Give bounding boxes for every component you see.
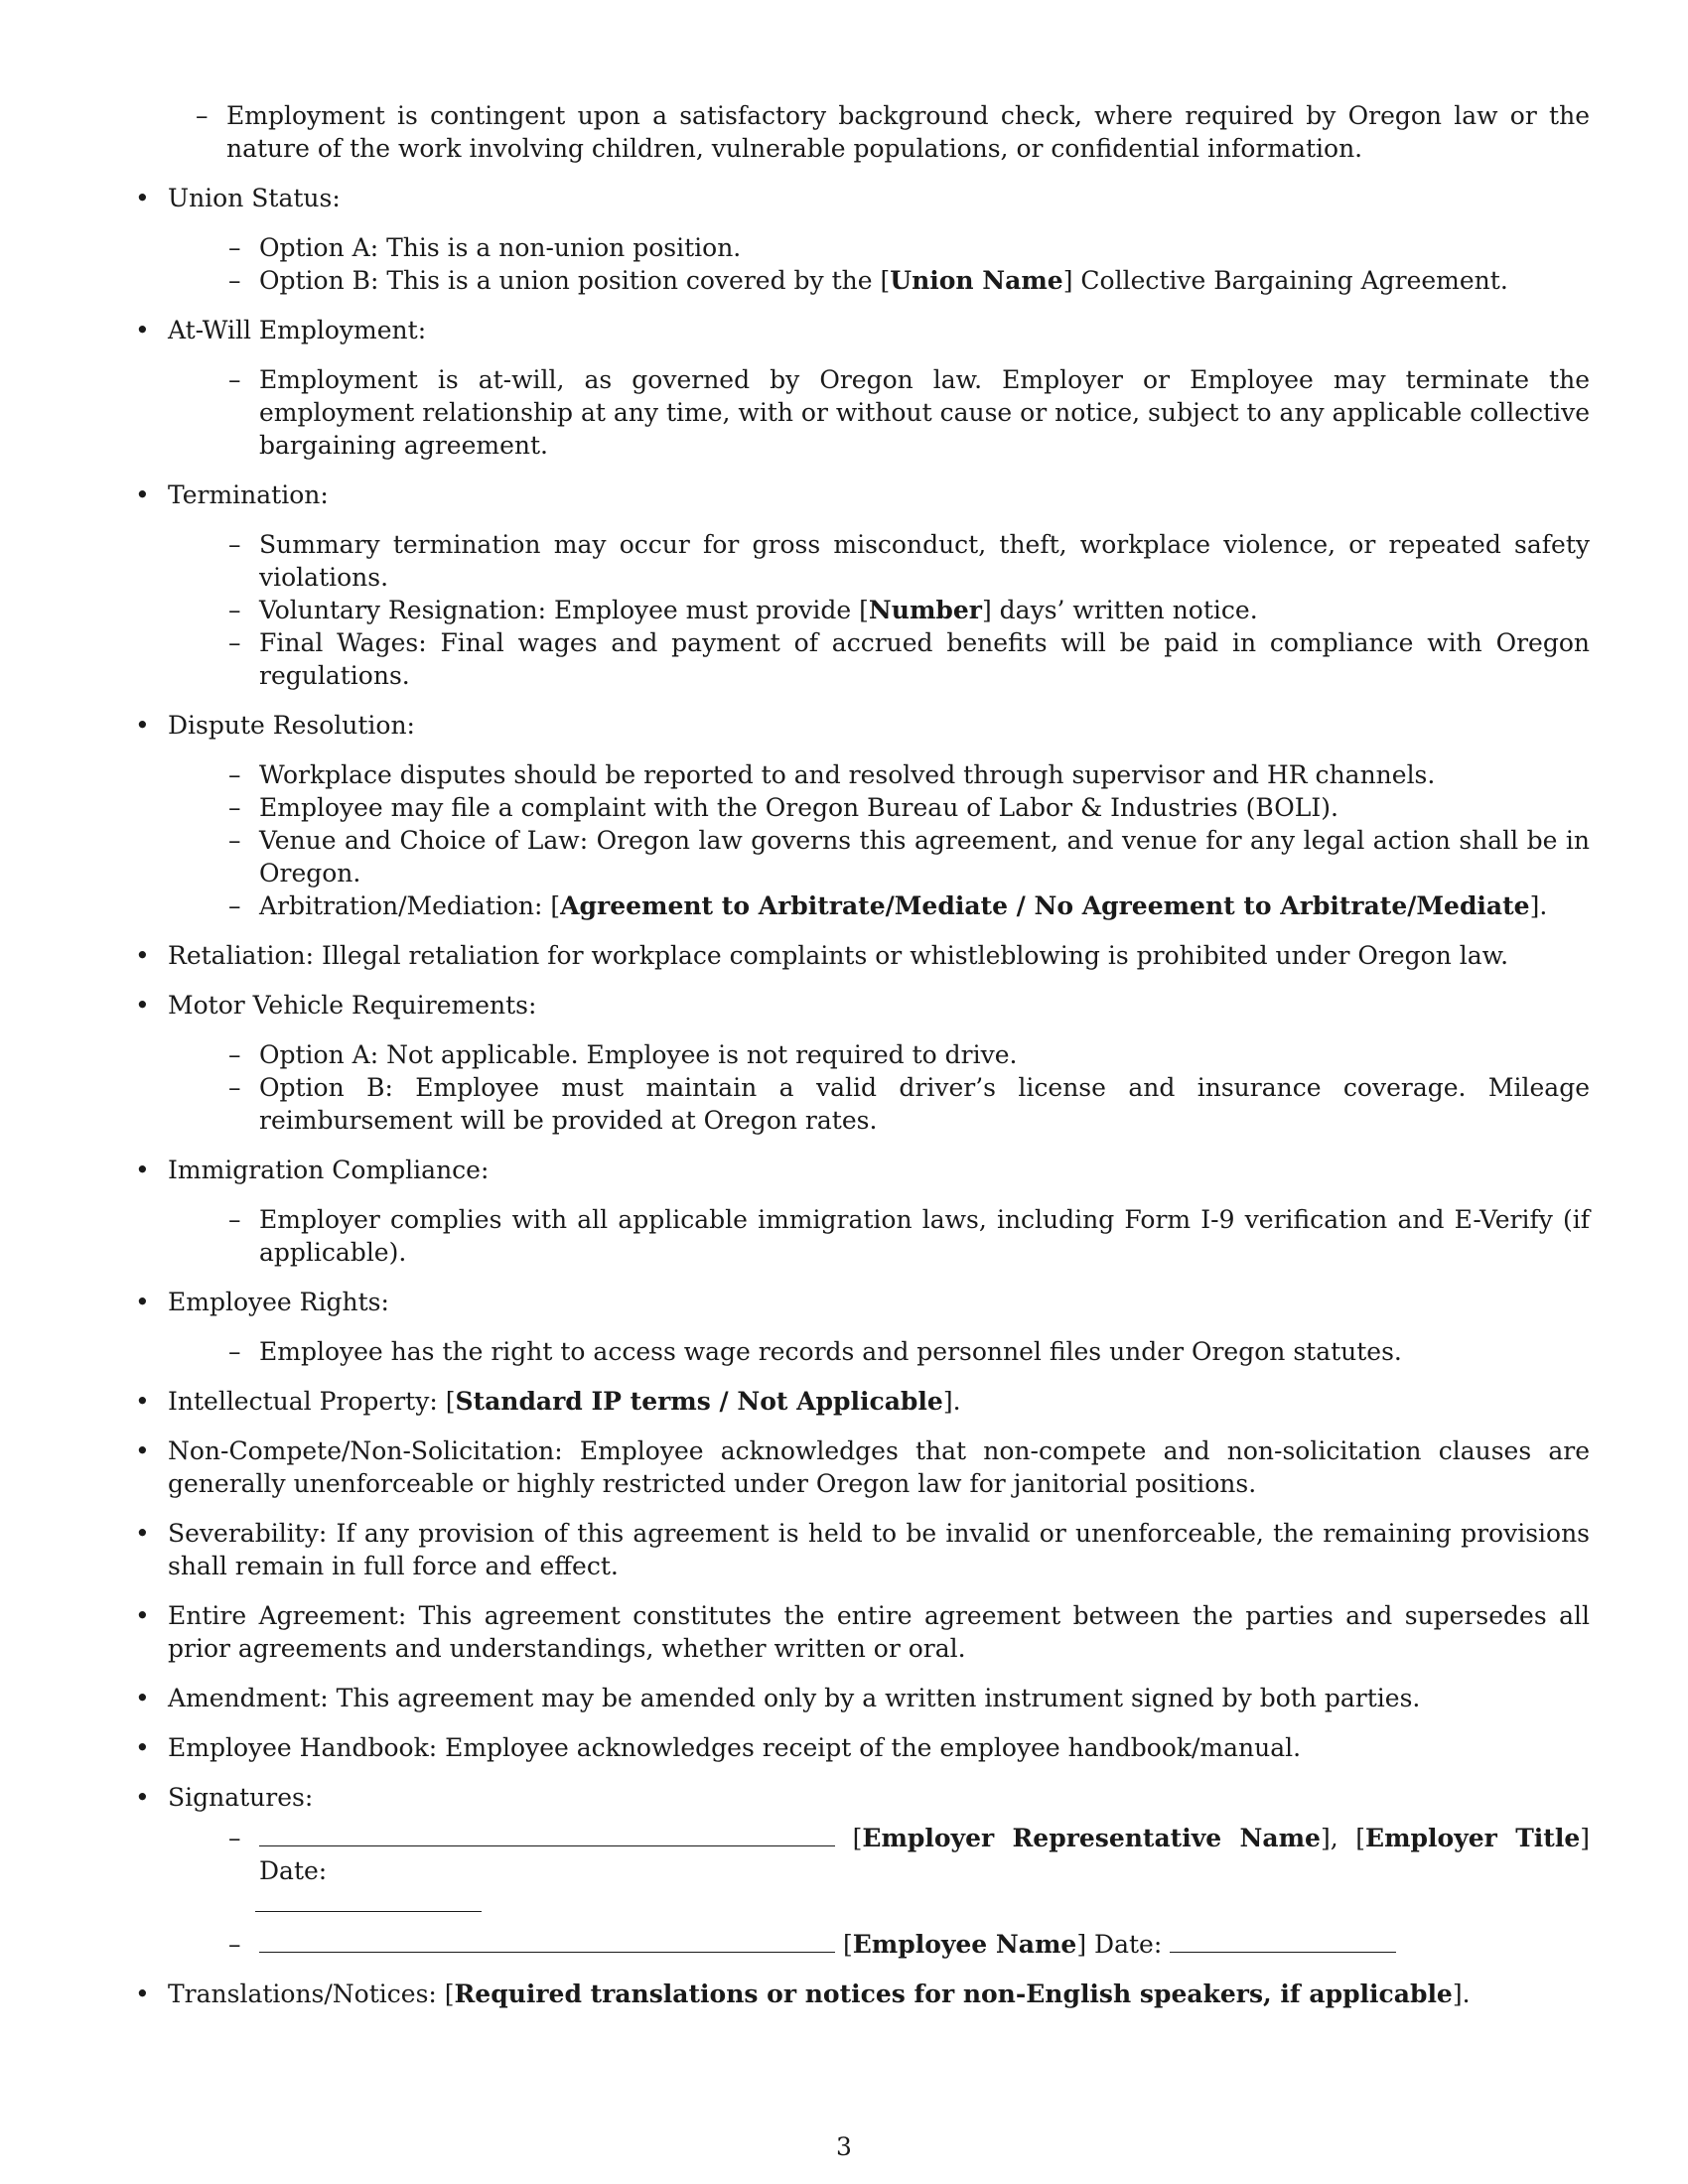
employee-rights-list (168, 1335, 1590, 1368)
venue-text: Venue and Choice of Law: Oregon law governs this agreement, and venue for any legal action shall be in Oregon. (259, 826, 1590, 887)
ip-pre: Intellectual Property: [ (168, 1387, 456, 1416)
employer-date-label: Date: (259, 1856, 328, 1885)
background-check-text: Employment is contingent upon a satisfactory background check, where required by Oregon law or the nature of the work involving children, vulnerable populations, or confidential information. (226, 101, 1590, 163)
immigration-section (135, 1154, 1590, 1269)
termination-section (135, 478, 1590, 692)
union-option-b (168, 264, 1590, 297)
dispute-list (168, 758, 1590, 922)
entire-agreement-section (135, 1599, 1590, 1665)
boli-text: Employee may file a complaint with the Oregon Bureau of Labor & Industries (BOLI). (259, 793, 1338, 822)
union-option-a-text: Option A: This is a non-union position. (259, 233, 742, 262)
at-will-section (135, 314, 1590, 462)
employee-date-field[interactable] (1170, 1930, 1396, 1953)
motor-option-b (168, 1071, 1590, 1137)
translations-post: ]. (1452, 1979, 1471, 2008)
union-option-b-post: ] Collective Bargaining Agreement. (1062, 266, 1508, 295)
voluntary-resignation-clause (168, 594, 1590, 626)
handbook-text: Employee Handbook: Employee acknowledges receipt of the employee handbook/manual. (168, 1733, 1302, 1762)
severability-text: Severability: If any provision of this agreement is held to be invalid or unenforceable, the remaining provisions shall remain in full force and effect. (168, 1519, 1590, 1580)
immigration-text: Employer complies with all applicable immigration laws, including Form I-9 verification and E-Verify (if applicable). (259, 1205, 1590, 1267)
at-will-text: Employment is at-will, as governed by Oregon law. Employer or Employee may terminate the employment relationship at any time, with or without cause or notice, subject to any applicable collective bargaining agreement. (259, 365, 1590, 460)
employee-rights-clause (168, 1335, 1590, 1368)
ip-post: ]. (942, 1387, 961, 1416)
employer-signature-field[interactable] (259, 1824, 835, 1846)
employee-rights-section (135, 1286, 1590, 1368)
amendment-text: Amendment: This agreement may be amended only by a written instrument signed by both parties. (168, 1684, 1421, 1712)
employer-signature-line: – [Employer Representative Name], [Employer Title] Date: (168, 1822, 1590, 1920)
immigration-clause (168, 1203, 1590, 1269)
motor-vehicle-label: Motor Vehicle Requirements: (168, 991, 537, 1020)
at-will-label: At-Will Employment: (168, 316, 427, 344)
translations-pre: Translations/Notices: [ (168, 1979, 455, 2008)
retaliation-section (135, 939, 1590, 972)
intellectual-property-section (135, 1385, 1590, 1418)
background-check-clause (135, 99, 1590, 165)
amendment-section (135, 1682, 1590, 1714)
translations-placeholder: Required translations or notices for non-English speakers, if applicable (454, 1979, 1453, 2008)
employee-rights-text: Employee has the right to access wage records and personnel files under Oregon statutes. (259, 1337, 1402, 1366)
non-compete-text: Non-Compete/Non-Solicitation: Employee acknowledges that non-compete and non-solicitation clauses are generally unenforceable or highly restricted under Oregon law for janitorial positions. (168, 1436, 1590, 1498)
motor-vehicle-section (135, 989, 1590, 1137)
motor-option-a (168, 1038, 1590, 1071)
severability-section (135, 1517, 1590, 1582)
immigration-label: Immigration Compliance: (168, 1156, 490, 1184)
termination-label: Termination: (168, 480, 329, 509)
union-option-b-pre: Option B: This is a union position covered by the [ (259, 266, 891, 295)
final-wages-text: Final Wages: Final wages and payment of accrued benefits will be paid in compliance with Oregon regulations. (259, 628, 1590, 690)
notice-days-placeholder: Number (868, 596, 982, 624)
workplace-disputes-text: Workplace disputes should be reported to and resolved through supervisor and HR channels. (259, 760, 1436, 789)
employee-date-label: Date: (1094, 1930, 1163, 1959)
union-status-section (135, 182, 1590, 297)
translations-section (135, 1978, 1590, 2010)
signatures-label: Signatures: (168, 1783, 314, 1812)
non-compete-section (135, 1434, 1590, 1500)
document-body (135, 99, 1590, 2027)
entire-agreement-text: Entire Agreement: This agreement constitutes the entire agreement between the parties and supersedes all prior agreements and understandings, whether written or oral. (168, 1601, 1590, 1663)
workplace-disputes-clause (168, 758, 1590, 791)
motor-vehicle-options (168, 1038, 1590, 1137)
summary-termination-text: Summary termination may occur for gross misconduct, theft, workplace violence, or repeated safety violations. (259, 530, 1590, 592)
resignation-pre: Voluntary Resignation: Employee must provide [ (259, 596, 869, 624)
union-option-a (168, 231, 1590, 264)
venue-clause (168, 824, 1590, 889)
signature-lines (168, 1822, 1590, 1961)
immigration-list (168, 1203, 1590, 1269)
page-number: 3 (836, 2132, 852, 2161)
motor-option-b-text: Option B: Employee must maintain a valid driver’s license and insurance coverage. Mileage reimbursement will be provided at Oregon rates. (259, 1073, 1590, 1135)
employer-date-field[interactable] (255, 1889, 482, 1912)
employee-rights-label: Employee Rights: (168, 1288, 389, 1316)
at-will-list (168, 363, 1590, 462)
union-status-options (168, 231, 1590, 297)
retaliation-text: Retaliation: Illegal retaliation for workplace complaints or whistleblowing is prohibited under Oregon law. (168, 941, 1509, 970)
motor-option-a-text: Option A: Not applicable. Employee is not required to drive. (259, 1040, 1018, 1069)
boli-complaint-clause (168, 791, 1590, 824)
union-name-placeholder: Union Name (890, 266, 1063, 295)
arbitration-pre: Arbitration/Mediation: [ (259, 891, 561, 920)
employee-signature-line: – [Employee Name] Date: (168, 1928, 1590, 1961)
employer-rep-name-placeholder: Employer Representative Name (862, 1824, 1321, 1852)
employee-signature-field[interactable] (259, 1930, 835, 1953)
ip-placeholder: Standard IP terms / Not Applicable (455, 1387, 943, 1416)
dispute-resolution-label: Dispute Resolution: (168, 711, 415, 740)
final-wages-clause (168, 626, 1590, 692)
arbitration-post: ]. (1529, 891, 1548, 920)
signatures-section (135, 1781, 1590, 1961)
employer-title-placeholder: Employer Title (1365, 1824, 1581, 1852)
dispute-resolution-section (135, 709, 1590, 922)
summary-termination-clause (168, 528, 1590, 594)
employee-name-placeholder: Employee Name (852, 1930, 1077, 1959)
arbitration-clause (168, 889, 1590, 922)
handbook-section (135, 1731, 1590, 1764)
arbitration-placeholder: Agreement to Arbitrate/Mediate / No Agreement to Arbitrate/Mediate (560, 891, 1530, 920)
termination-list (168, 528, 1590, 692)
at-will-clause (168, 363, 1590, 462)
union-status-label: Union Status: (168, 184, 341, 212)
resignation-post: ] days’ written notice. (981, 596, 1258, 624)
